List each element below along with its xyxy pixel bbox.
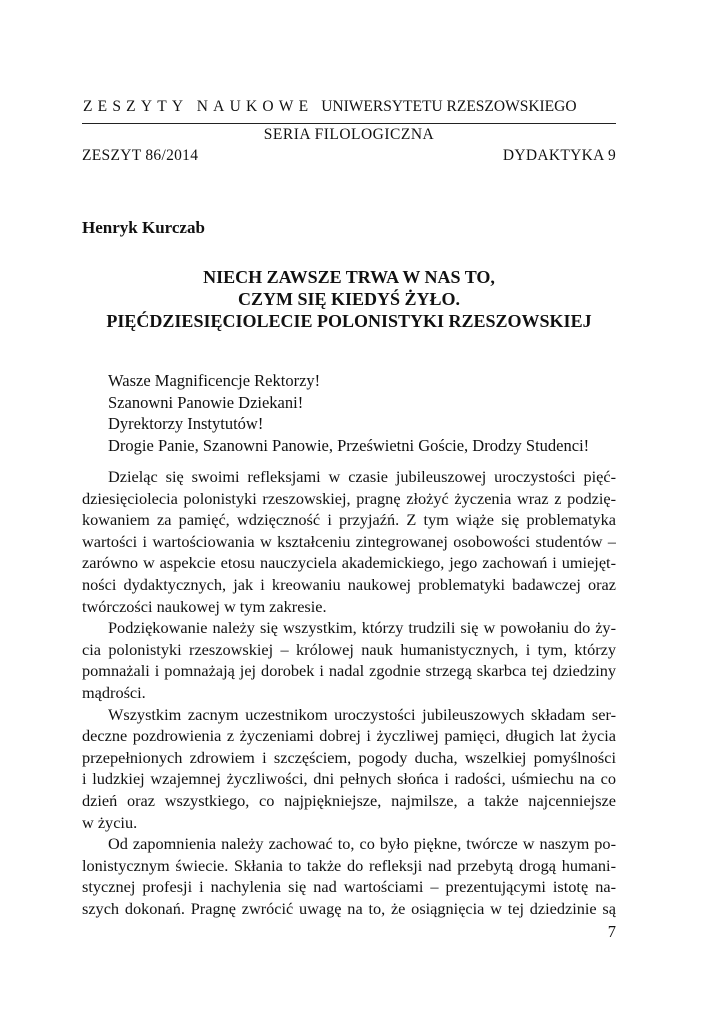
title-line: PIĘĆDZIESIĘCIOLECIE POLONISTYKI RZESZOWSKIEJ [106,311,592,331]
text-line: szych dokonań. Pragnę zwrócić uwagę na to, że osiągnięcia w tej dziedzinie są [82,898,616,918]
text-line: Podziękowanie należy się wszystkim, którzy trudzili się w powołaniu do ży- [108,618,616,638]
paragraph [82,833,616,919]
body-text [82,466,616,919]
salutation-line: Dyrektorzy Instytutów! [108,414,264,433]
series-name: SERIA FILOLOGICZNA [263,126,435,143]
salutation-line: Wasze Magnificencje Rektorzy! [108,371,321,390]
text-line: mądrości. [82,682,146,702]
text-line: cia polonistyki rzeszowskiej – królowej nauk humanistycznych, i tym, którzy [82,639,616,659]
author-name: Henryk Kurczab [82,218,205,237]
journal-name-spaced: ZESZYTY NAUKOWE [83,98,314,115]
paragraph [82,466,616,617]
text-line: Dzieląc się swoimi refleksjami w czasie jubileuszowej uroczystości pięć- [108,467,616,486]
text-line: dzień oraz wszystkiego, co najpiękniejsze, najmilsze, a także najcenniejsze [82,790,616,810]
issue-number: ZESZYT 86/2014 [82,147,199,164]
text-line: zarówno w aspekcie etosu nauczyciela akademickiego, jego zachowań i umiejęt- [82,553,616,573]
text-line: lonistycznym świecie. Skłania to także do refleksji nad przebytą drogą humani- [82,855,616,875]
title-line: NIECH ZAWSZE TRWA W NAS TO, [203,267,495,287]
salutation-block [108,370,589,456]
text-line: wartości i wartościowania w kształceniu zintegrowanej osobowości studentów – [82,531,616,551]
text-line: dziesięciolecia polonistyki rzeszowskiej, pragnę złożyć życzenia wraz z podzię- [82,488,616,508]
text-line: stycznej profesji i nachylenia się nad wartościami – prezentującymi istotę na- [82,877,616,897]
salutation-line: Szanowni Panowie Dziekani! [108,392,304,412]
text-line: przepełnionych zdrowiem i szczęściem, pogody ducha, wszelkiej pomyślności [82,747,616,767]
text-line: pomnażali i pomnażają jej dorobek i nadal zgodnie strzegą skarbca tej dziedziny [82,661,616,681]
title-line: CZYM SIĘ KIEDYŚ ŻYŁO. [237,289,461,309]
text-line: i ludzkiej wzajemnej życzliwości, dni pełnych słońca i radości, uśmiechu na co [82,769,616,789]
text-line: w życiu. [82,812,138,832]
paragraph [82,704,616,834]
journal-name [83,98,577,116]
salutation-line: Drogie Panie, Szanowni Panowie, Prześwietni Goście, Drodzy Studenci! [108,435,590,455]
text-line: twórczości naukowej w tym zakresie. [82,596,327,616]
journal-name-rest: UNIWERSYTETU RZESZOWSKIEGO [321,98,577,115]
text-line: deczne pozdrowienia z życzeniami dobrej i życzliwej pamięci, długich lat życia [82,726,616,746]
article-title [82,266,616,332]
text-line: Od zapomnienia należy zachować to, co było piękne, twórcze w naszym po- [108,834,616,854]
page-number: 7 [607,922,616,941]
section-name: DYDAKTYKA 9 [502,147,616,164]
text-line: Wszystkim zacnym uczestnikom uroczystości jubileuszowych składam ser- [108,704,616,724]
header-rule [82,123,616,124]
paragraph [82,617,616,703]
text-line: kowaniem za pamięć, wdzięczność i przyjaźń. Z tym wiąże się problematyka [82,510,616,530]
text-line: ności dydaktycznych, jak i kreowaniu naukowej problematyki badawczej oraz [82,574,616,594]
